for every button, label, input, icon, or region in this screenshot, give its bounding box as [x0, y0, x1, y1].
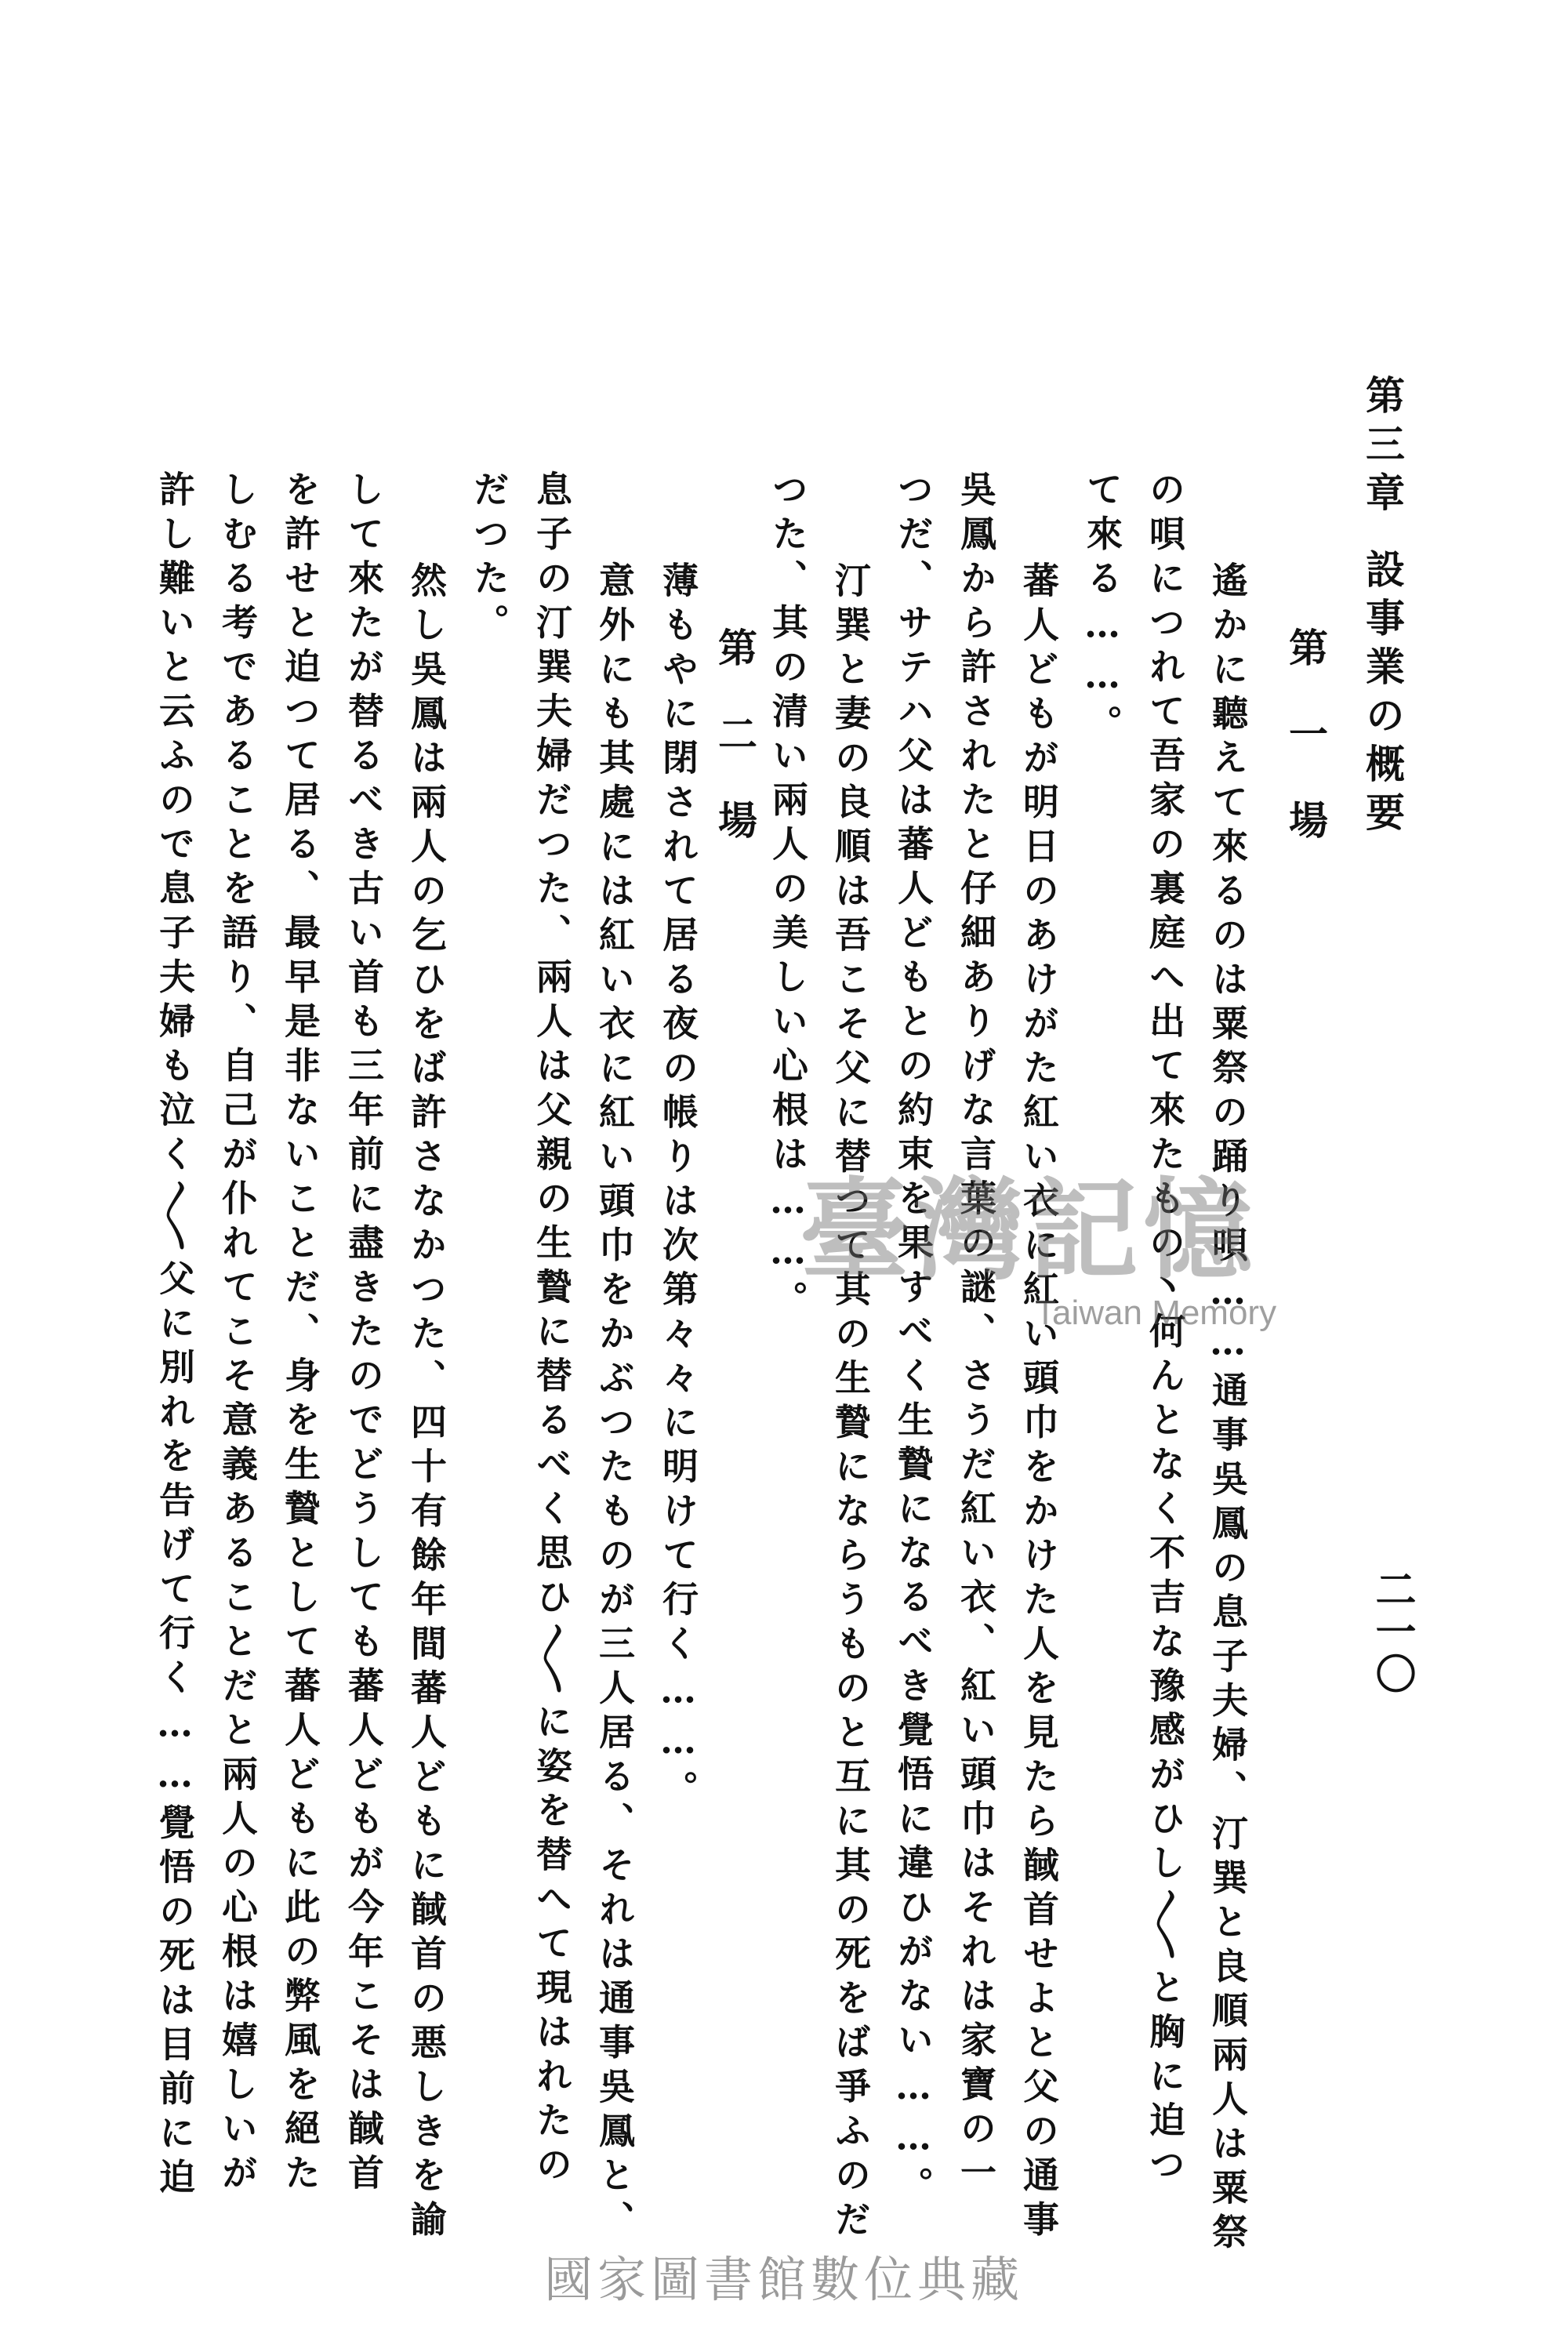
chapter-heading: 第三章: [1359, 375, 1406, 521]
chapter-title: 設事業の概要: [1359, 549, 1406, 840]
body-column: 汀巽と妻の良順は吾こそ父に替つて其の生贄にならうものと互に其の死をば爭ふのだ: [829, 561, 872, 2245]
body-column: 吳鳳から許されたと仔細ありげな言葉の謎、さうだ紅い衣、紅い頭巾はそれは家寶の一: [955, 470, 997, 2198]
footer-archive-label: 國家圖書館數位典藏: [543, 2251, 1024, 2308]
body-column: 然し吳鳳は兩人の乞ひをば許さなかつた、四十有餘年間蕃人どもに馘首の悪しきを諭: [405, 561, 448, 2245]
body-column: 意外にも其處には紅い衣に紅い頭巾をかぶつたものが三人居る、それは通事吳鳳と、: [593, 561, 636, 2245]
body-column: しむる考であることを語り、自己が仆れてこそ意義あることだと兩人の心根は嬉しいが: [216, 470, 259, 2198]
body-column: 許し難いと云ふので息子夫婦も泣く〳〵父に別れを告げて行く……覺悟の死は目前に迫: [154, 470, 196, 2202]
body-column: つだ、サテハ父は蕃人どもとの約束を果すべく生贄になるべき覺悟に違ひがない……。: [892, 470, 935, 2211]
body-column: だつた。: [468, 470, 510, 648]
scene2-heading: 第二場: [712, 627, 758, 886]
body-column: 遙かに聽えて來るのは粟祭の踊り唄……通事吳鳳の息子夫婦、汀巽と良順兩人は粟祭: [1207, 561, 1249, 2257]
body-column: 蕃人どもが明日のあけがた紅い衣に紅い頭巾をかけた人を見たら馘首せよと父の通事: [1018, 561, 1060, 2245]
body-column: して來たが替るべき古い首も三年前に盡きたのでどうしても蕃人どもが今年こそは馘首: [343, 470, 385, 2198]
body-column: の唄につれて吾家の裏庭へ出て來たもの丶何んとなく不吉な豫感がひし〳〵と胸に迫つ: [1144, 470, 1186, 2190]
body-column: て來る……。: [1081, 470, 1123, 749]
body-column: を許せと迫つて居る、最早是非ないことだ、身を生贄として蕃人どもに此の弊風を絕た: [279, 470, 321, 2198]
scene1-heading: 第一場: [1283, 627, 1329, 886]
watermark-cjk: 臺灣記憶: [800, 1167, 1258, 1295]
page-number: 二一〇: [1368, 1568, 1416, 1695]
body-column: 息子の汀巽夫婦だつた、兩人は父親の生贄に替るべく思ひ〳〵に姿を替へて現はれたの: [531, 470, 573, 2190]
watermark-english: Taiwan Memory: [1035, 1294, 1277, 1332]
body-column: 薄もやに閉されて居る夜の帳りは次第々々に明けて行く……。: [657, 561, 699, 1814]
body-column: つた、其の清い兩人の美しい心根は……。: [767, 470, 809, 1325]
